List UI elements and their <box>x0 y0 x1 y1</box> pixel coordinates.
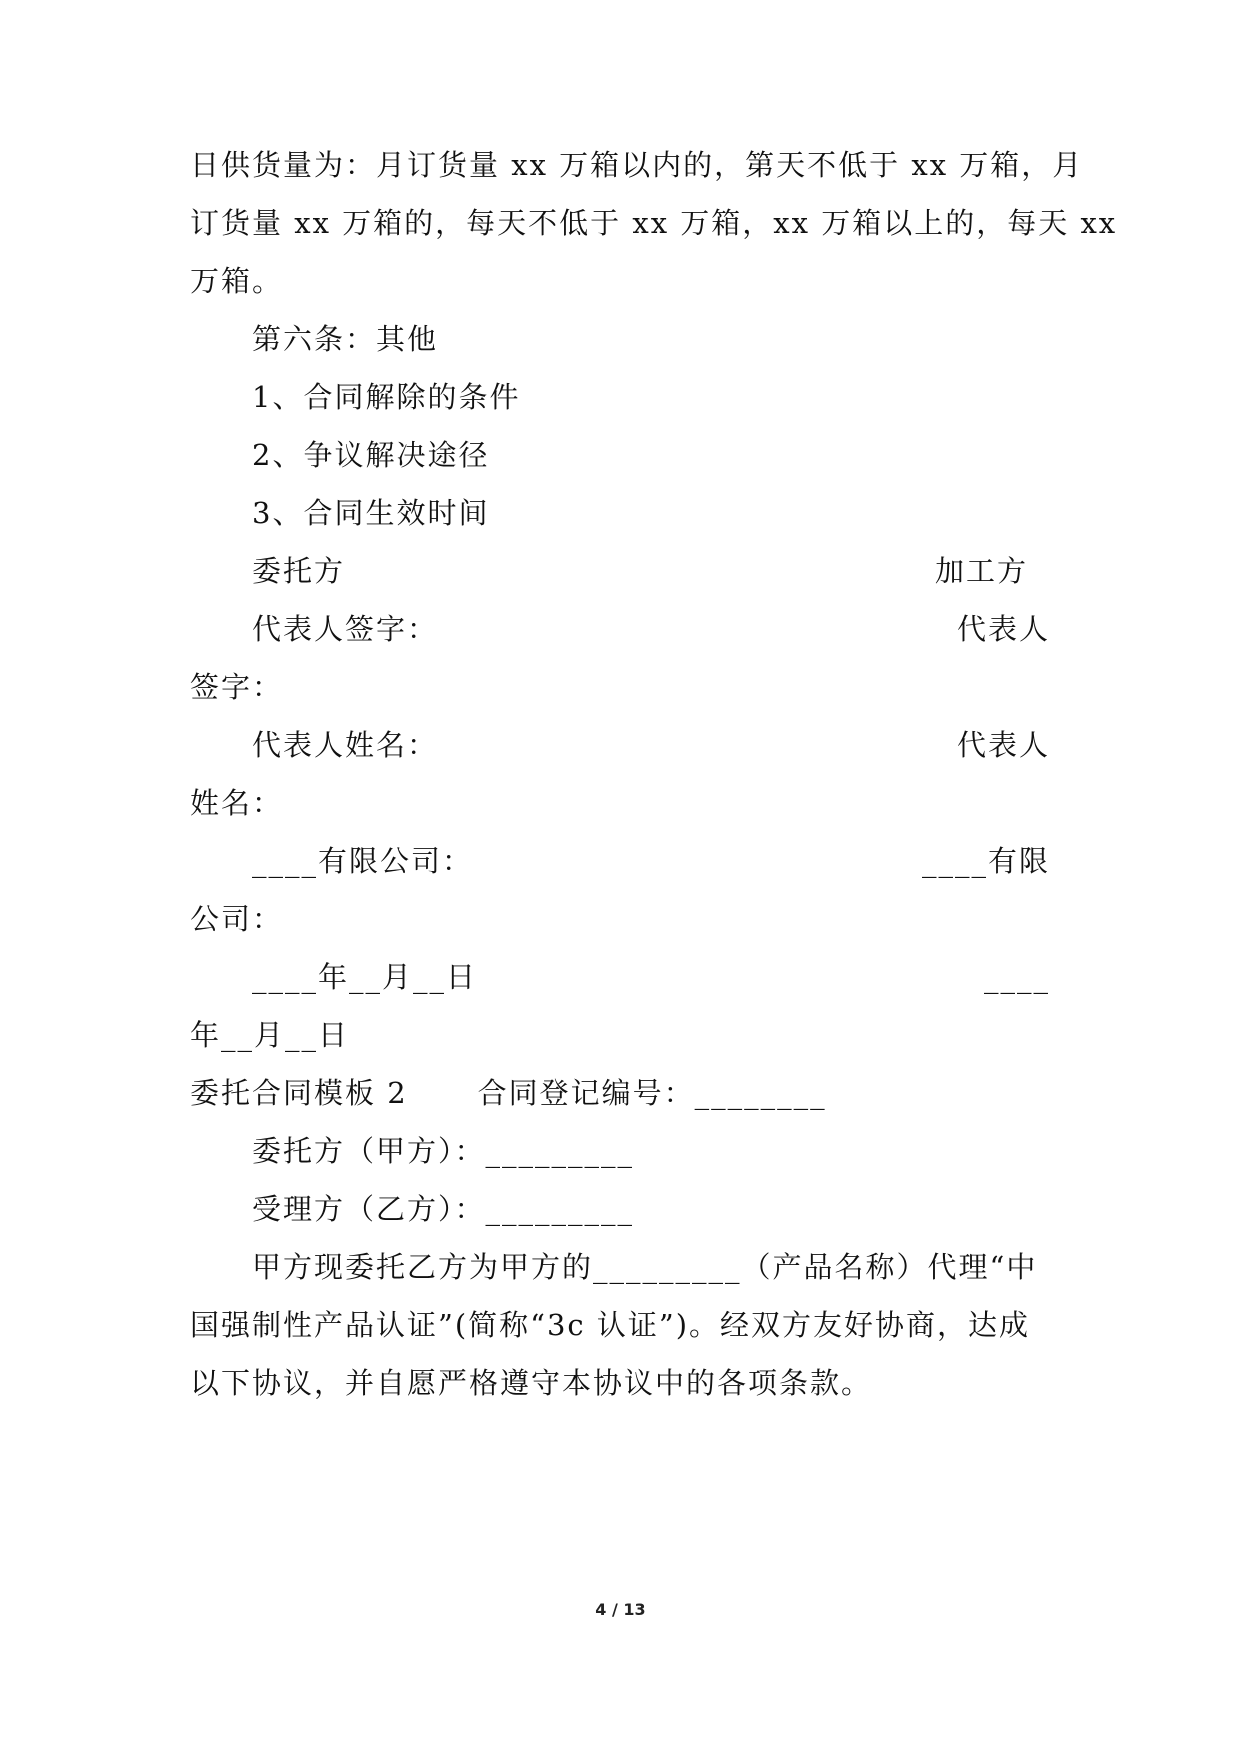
signature-row <box>252 609 1050 649</box>
signature-row <box>252 551 1050 591</box>
template-title: 委托合同模板 2 <box>190 1076 408 1110</box>
agent-line: 受理方（乙方）：_________ <box>252 1192 635 1226</box>
signature-row <box>252 725 1050 765</box>
list-item: 1、合同解除的条件 <box>252 380 521 414</box>
registration-number: 合同登记编号：________ <box>477 1076 827 1110</box>
paragraph-line: 日供货量为：月订货量 xx 万箱以内的，第天不低于 xx 万箱，月 <box>190 148 1084 182</box>
signature-left: ____年__月__日 <box>252 960 478 994</box>
signature-right: 加工方 <box>934 554 1028 588</box>
signature-continuation: 签字： <box>190 670 284 704</box>
signature-row <box>252 841 1050 881</box>
signature-left: 代表人签字： <box>252 612 439 646</box>
paragraph-line: 甲方现委托乙方为甲方的_________（产品名称）代理“中 <box>252 1250 1038 1284</box>
signature-row <box>252 957 1050 997</box>
client-line: 委托方（甲方）：_________ <box>252 1134 635 1168</box>
paragraph-line: 以下协议，并自愿严格遵守本协议中的各项条款。 <box>190 1366 873 1400</box>
signature-right: 代表人 <box>956 612 1050 646</box>
list-item: 3、合同生效时间 <box>252 496 490 530</box>
list-item: 2、争议解决途径 <box>252 438 490 472</box>
section-heading: 第六条：其他 <box>252 322 439 356</box>
paragraph-line: 万箱。 <box>190 264 284 298</box>
paragraph-line: 国强制性产品认证”(简称“3c 认证”)。经双方友好协商，达成 <box>190 1308 1031 1342</box>
signature-right: ____有限 <box>921 844 1050 878</box>
signature-right: ____ <box>984 960 1050 994</box>
signature-right: 代表人 <box>956 728 1050 762</box>
signature-left: 委托方 <box>252 554 346 588</box>
signature-continuation: 年__月__日 <box>190 1018 350 1052</box>
signature-left: ____有限公司： <box>252 844 474 878</box>
signature-continuation: 姓名： <box>190 786 284 820</box>
signature-left: 代表人姓名： <box>252 728 439 762</box>
template-header <box>190 1073 1050 1113</box>
page-number: 4 / 13 <box>595 1600 646 1619</box>
signature-continuation: 公司： <box>190 902 284 936</box>
paragraph-line: 订货量 xx 万箱的，每天不低于 xx 万箱，xx 万箱以上的，每天 xx <box>190 206 1118 240</box>
